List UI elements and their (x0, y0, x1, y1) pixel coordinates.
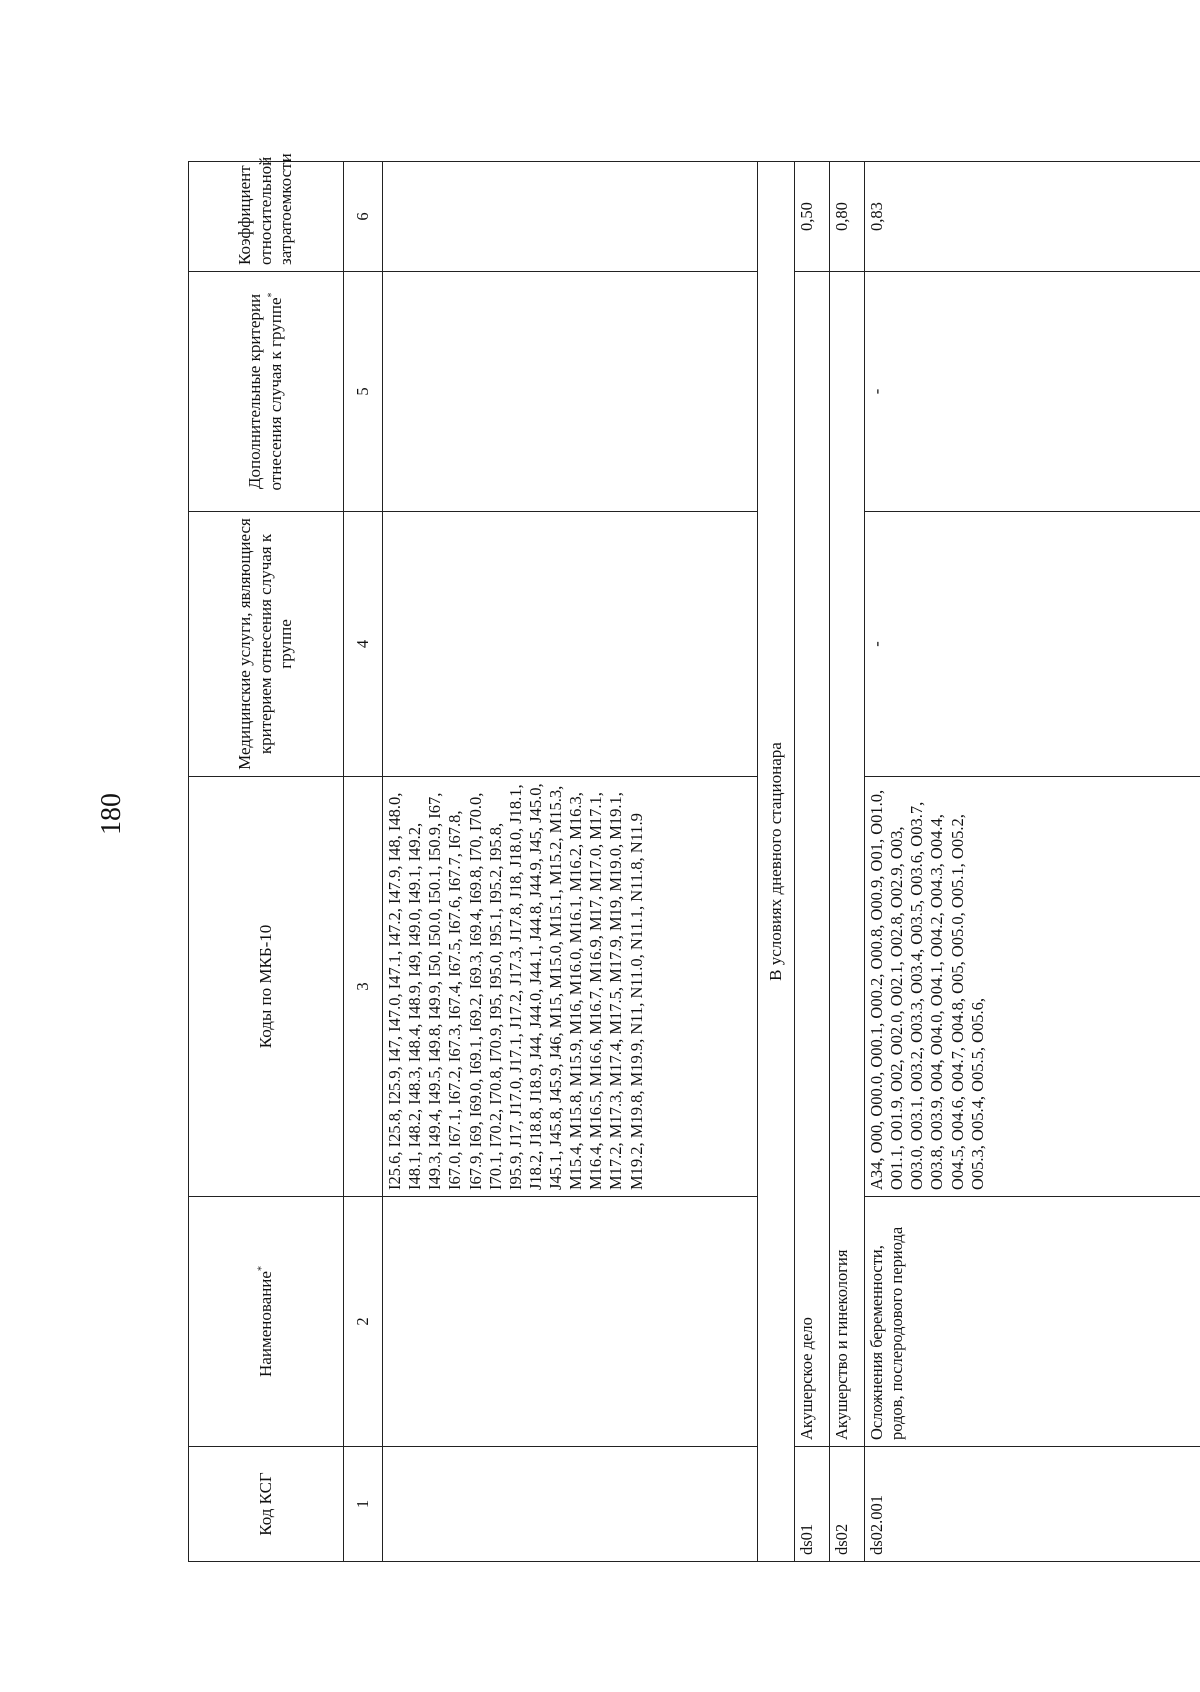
cell-coefficient: 0,50 (795, 162, 830, 272)
cell-mkb-codes: I25.6, I25.8, I25.9, I47, I47.0, I47.1, I47.2, I47.9, I48, I48.0, I48.1, I48.2, I48.3, I48.4, I48.9, I49, I49.0, I49.1, I49.2, I49.3, I49.4, I49.5, I49.8, I49.9, I50, I50.0, I50.1, I50.9, I67, I67.0, I67.1, I67.2, I67.3, I67.4, I67.5, I67.6, I67.7, I67.8, I67.9, I69, I69.0, I69.1, I69.2, I69.3, I69.4, I69.8, I70, I70.0, I70.1, I70.2, I70.8, I70.9, I95, I95.0, I95.1, I95.2, I95.8, I95.9, J17, J17.0, J17.1, J17.2, J17.3, J17.8, J18, J18.0, J18.1, J18.2, J18.8, J18.9, J44, J44.0, J44.1, J44.8, J44.9, J45, J45.0, J45.1, J45.8, J45.9, J46, M15, M15.0, M15.1, M15.2, M15.3, M15.4, M15.8, M15.9, M16, M16.0, M16.1, M16.2, M16.3, M16.4, M16.5, M16.6, M16.7, M16.9, M17, M17.0, M17.1, M17.2, M17.3, M17.4, M17.5, M17.9, M19, M19.0, M19.1, M19.2, M19.8, M19.9, N11, N11.0, N11.1, N11.8, N11.9 (383, 777, 758, 1197)
column-number: 5 (344, 272, 383, 512)
cell-empty (383, 512, 758, 777)
section-row (758, 162, 795, 1562)
header-criteria-footnote: * (266, 292, 278, 298)
table-row (830, 162, 865, 1562)
column-number: 3 (344, 777, 383, 1197)
cell-coefficient: 0,83 (865, 162, 1200, 272)
section-title: В условиях дневного стационара (758, 162, 795, 1562)
column-number-row (344, 162, 383, 1562)
cell-name: Осложнения беременности, родов, послеродового периода (865, 1197, 1200, 1447)
header-coefficient: Коэффициент относительной затратоемкости (189, 162, 344, 272)
cell-coefficient: 0,80 (830, 162, 865, 272)
table-row (795, 162, 830, 1562)
cell-mkb-codes: A34, O00, O00.0, O00.1, O00.2, O00.8, O00.9, O01, O01.0, O01.1, O01.9, O02, O02.0, O02.1, O02.8, O02.9, O03, O03.0, O03.1, O03.2, O03.3, O03.4, O03.5, O03.6, O03.7, O03.8, O03.9, O04, O04.0, O04.1, O04.2, O04.3, O04.4, O04.5, O04.6, O04.7, O04.8, O05, O05.0, O05.1, O05.2, O05.3, O05.4, O05.5, O05.6, (865, 777, 1200, 1197)
rotated-table-wrapper (188, 153, 1200, 1562)
table-row (865, 162, 1200, 1562)
header-medical-services: Медицинские услуги, являющиеся критерием отнесения случая к группе (189, 512, 344, 777)
header-name-footnote: * (255, 1266, 267, 1272)
cell-profile-name: Акушерство и гинекология (830, 272, 865, 1447)
header-mkb-codes: Коды по МКБ-10 (189, 777, 344, 1197)
cell-empty (383, 1447, 758, 1562)
cell-additional-criteria: - (865, 272, 1200, 512)
header-name (189, 1197, 344, 1447)
column-number: 2 (344, 1197, 383, 1447)
cell-empty (383, 1197, 758, 1447)
continuation-row (383, 162, 758, 1562)
column-number: 1 (344, 1447, 383, 1562)
cell-ksg-code: ds02.001 (865, 1447, 1200, 1562)
cell-empty (383, 272, 758, 512)
header-additional-criteria (189, 272, 344, 512)
header-ksg-code: Код КСГ (189, 1447, 344, 1562)
header-criteria-text: Дополнительные критерии отнесения случая к группе (245, 293, 285, 491)
page-number: 180 (96, 793, 127, 835)
cell-empty (383, 162, 758, 272)
ksg-table (188, 153, 1200, 1562)
cell-ksg-code: ds02 (830, 1447, 865, 1562)
column-number: 6 (344, 162, 383, 272)
cell-profile-name: Акушерское дело (795, 272, 830, 1447)
cell-medical-services: - (865, 512, 1200, 777)
column-number: 4 (344, 512, 383, 777)
cell-ksg-code: ds01 (795, 1447, 830, 1562)
header-name-text: Наименование (255, 1271, 275, 1377)
